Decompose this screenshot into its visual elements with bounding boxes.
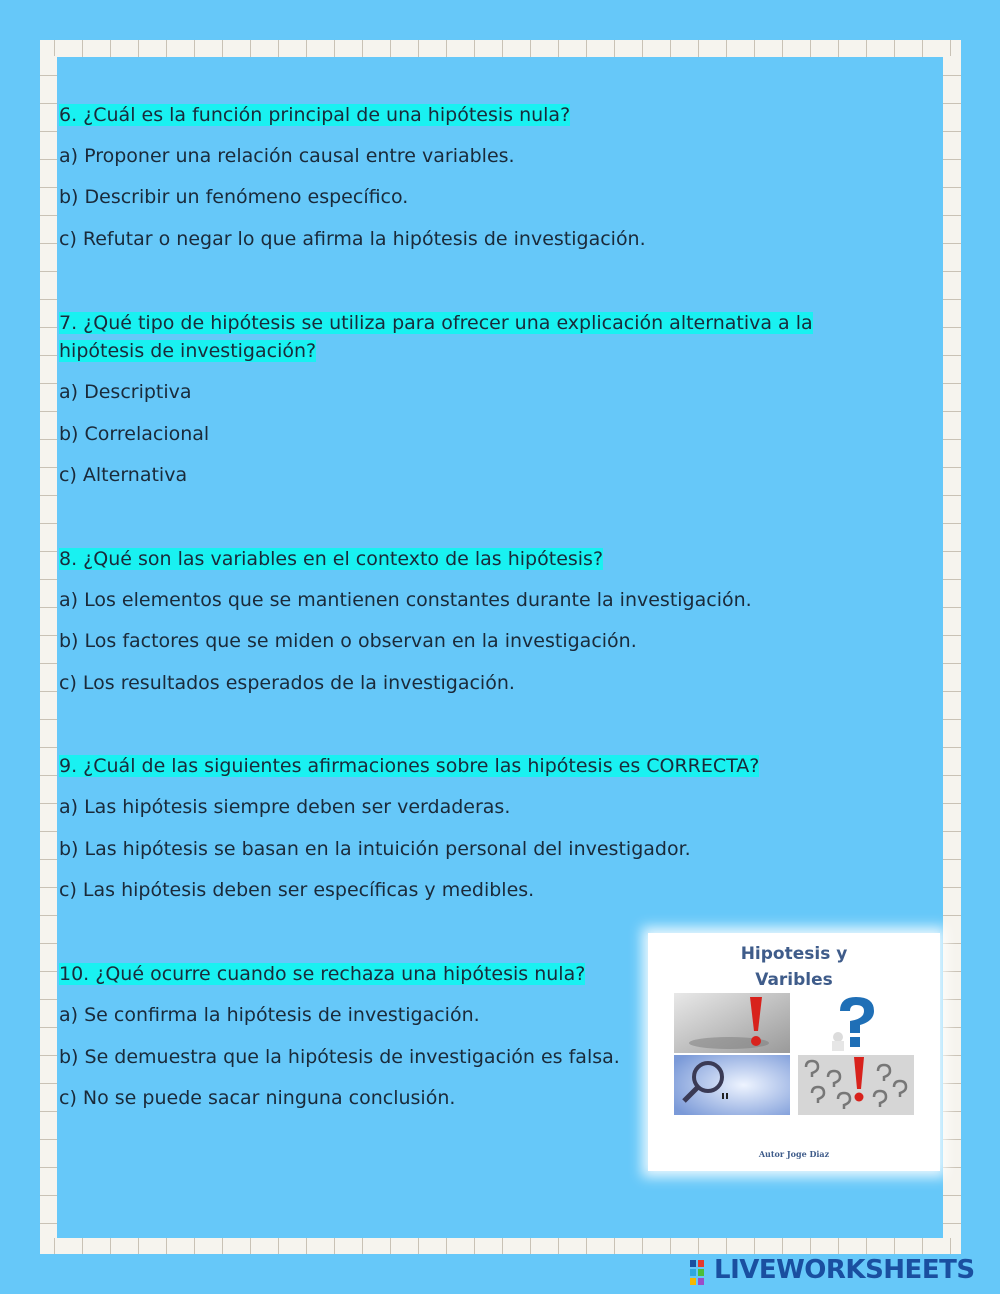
question-9-option-a: a) Las hipótesis siempre deben ser verdaderas. xyxy=(59,796,511,818)
question-9-option-b: b) Las hipótesis se basan en la intuición personal del investigador. xyxy=(59,838,691,860)
book-cover-title-line1: Hipotesis y xyxy=(740,944,848,964)
question-9-option-c: c) Las hipótesis deben ser específicas y medibles. xyxy=(59,879,535,901)
book-cover-author: Autor Joge Diaz xyxy=(758,1149,830,1159)
question-mark-tile-icon xyxy=(798,993,914,1053)
question-10-title: 10. ¿Qué ocurre cuando se rechaza una hipótesis nula? xyxy=(59,963,586,985)
book-cover-title-line2: Varibles xyxy=(755,970,833,990)
question-10-option-b: b) Se demuestra que la hipótesis de investigación es falsa. xyxy=(59,1046,620,1068)
book-cover-title xyxy=(648,941,940,993)
question-9-title: 9. ¿Cuál de las siguientes afirmaciones sobre las hipótesis es CORRECTA? xyxy=(59,755,760,777)
question-7-option-a: a) Descriptiva xyxy=(59,381,192,403)
question-10-option-a: a) Se confirma la hipótesis de investigación. xyxy=(59,1004,480,1026)
magnifier-tile-icon xyxy=(674,1055,790,1115)
question-8-option-b: b) Los factores que se miden o observan en la investigación. xyxy=(59,630,637,652)
exclamation-tile-icon xyxy=(674,993,790,1053)
liveworksheets-logo xyxy=(690,1254,990,1288)
question-6-option-b: b) Describir un fenómeno específico. xyxy=(59,186,409,208)
liveworksheets-logo-icon xyxy=(690,1260,712,1286)
question-6-title: 6. ¿Cuál es la función principal de una hipótesis nula? xyxy=(59,104,571,126)
question-7-title: 7. ¿Qué tipo de hipótesis se utiliza para ofrecer una explicación alternativa a la hipótesis de investigación? xyxy=(59,312,813,362)
question-7-option-c: c) Alternativa xyxy=(59,464,188,486)
page-border-right xyxy=(943,56,961,1238)
page-border-left xyxy=(40,56,58,1238)
question-6-option-a: a) Proponer una relación causal entre variables. xyxy=(59,145,515,167)
question-8-option-c: c) Los resultados esperados de la investigación. xyxy=(59,672,515,694)
question-10-option-c: c) No se puede sacar ninguna conclusión. xyxy=(59,1087,456,1109)
question-6-option-c: c) Refutar o negar lo que afirma la hipótesis de investigación. xyxy=(59,228,646,250)
question-marks-tile-icon xyxy=(798,1055,914,1115)
question-8-title: 8. ¿Qué son las variables en el contexto de las hipótesis? xyxy=(59,548,604,570)
liveworksheets-logo-text: LIVEWORKSHEETS xyxy=(714,1255,975,1285)
question-7-option-b: b) Correlacional xyxy=(59,423,210,445)
question-8-option-a: a) Los elementos que se mantienen constantes durante la investigación. xyxy=(59,589,752,611)
book-cover-image xyxy=(648,933,940,1171)
